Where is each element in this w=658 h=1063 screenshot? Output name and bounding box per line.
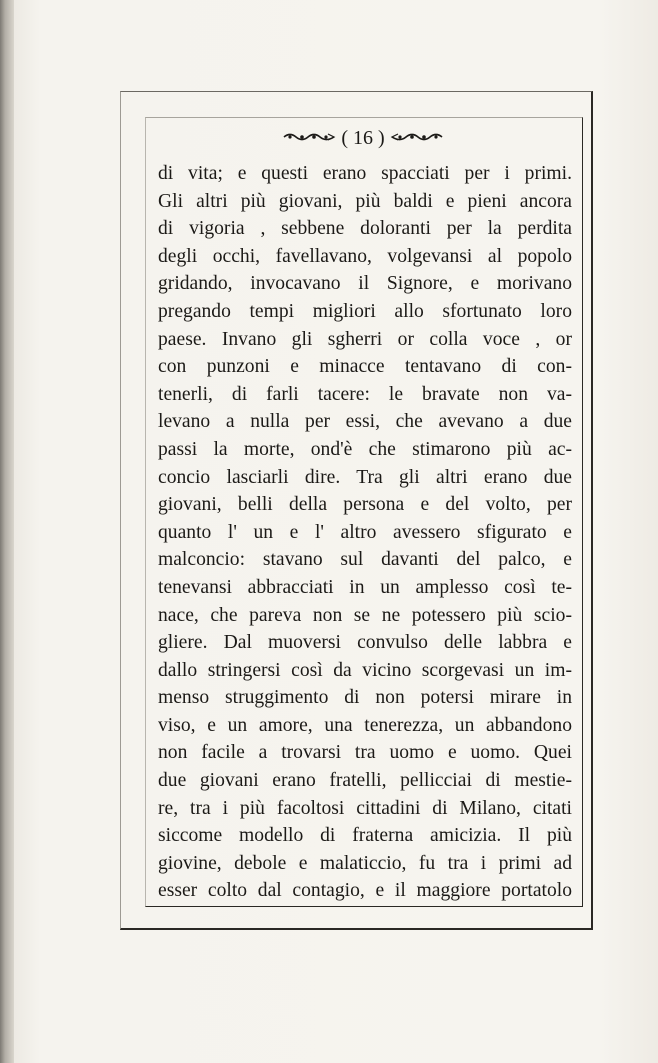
book-spine-shadow — [0, 0, 14, 1063]
page-header — [145, 124, 581, 152]
text-line: re, tra i più facoltosi cittadini di Milano, citati — [158, 797, 572, 819]
text-line: Gli altri più giovani, più baldi e pieni ancora — [158, 190, 572, 212]
page-number: ( 16 ) — [341, 127, 385, 149]
text-line: tenerli, di farli tacere: le bravate non va- — [158, 383, 572, 405]
text-line: giovani, belli della persona e del volto, per — [158, 494, 572, 516]
text-line: di vita; e questi erano spacciati per i primi. — [158, 163, 572, 184]
text-line: dallo stringersi così da vicino scorgevasi un im- — [158, 659, 572, 681]
text-line: giovine, debole e malaticcio, fu tra i primi ad — [158, 852, 572, 874]
text-line: quanto l' un e l' altro avessero sfigurato e — [158, 521, 572, 543]
text-line: tenevansi abbracciati in un amplesso così te- — [158, 576, 572, 598]
text-line: degli occhi, favellavano, volgevansi al popolo — [158, 245, 572, 267]
text-line: menso struggimento di non potersi mirare in — [158, 687, 572, 709]
text-line: malconcio: stavano sul davanti del palco, e — [158, 549, 572, 571]
text-line: passi la morte, ond'è che stimarono più ac- — [158, 438, 572, 460]
right-ornament-icon — [390, 132, 444, 142]
text-line: concio lasciarli dire. Tra gli altri erano due — [158, 466, 572, 488]
text-line: gridando, invocavano il Signore, e morivano — [158, 273, 572, 295]
text-line: nace, che pareva non se ne potessero più scio- — [158, 604, 572, 626]
text-line: paese. Invano gli sgherri or colla voce , or — [158, 328, 572, 350]
left-ornament-icon — [282, 132, 336, 142]
text-line: levano a nulla per essi, che avevano a due — [158, 411, 572, 433]
body-text — [158, 160, 572, 905]
text-line: siccome modello di fraterna amicizia. Il più — [158, 825, 572, 847]
text-line: con punzoni e minacce tentavano di con- — [158, 356, 572, 378]
text-line: due giovani erano fratelli, pellicciai di mestie- — [158, 770, 572, 792]
text-line: esser colto dal contagio, e il maggiore portatolo — [158, 880, 572, 902]
text-line: di vigoria , sebbene doloranti per la perdita — [158, 218, 572, 240]
text-line: viso, e un amore, una tenerezza, un abbandono — [158, 714, 572, 736]
text-line: non facile a trovarsi tra uomo e uomo. Quei — [158, 742, 572, 764]
text-line: gliere. Dal muoversi convulso delle labbra e — [158, 632, 572, 654]
text-line: pregando tempi migliori allo sfortunato loro — [158, 300, 572, 322]
